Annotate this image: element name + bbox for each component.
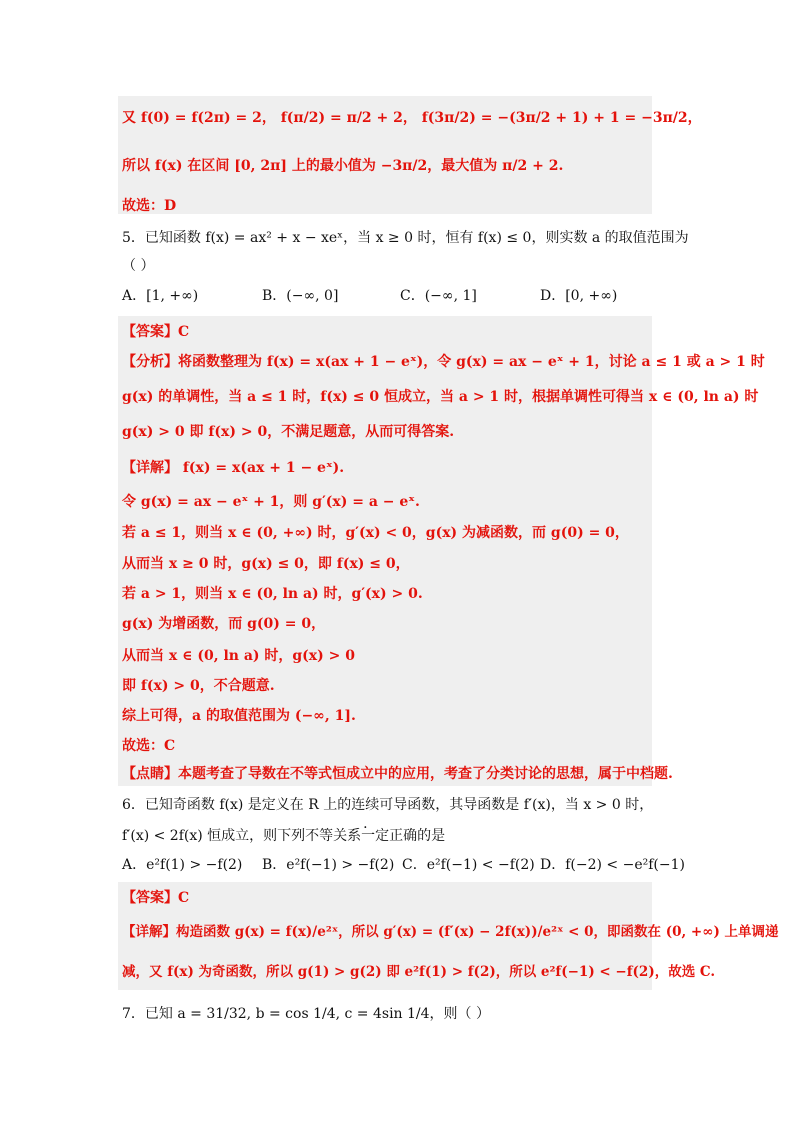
q5-option-a: A．[1, +∞) [122, 288, 199, 304]
q6-stem-2 [122, 826, 445, 846]
q7-stem: 7．已知 a = 31/32, b = cos 1/4, c = 4sin 1/4，则（ ） [122, 1006, 490, 1022]
q5-option-b: B．(−∞, 0] [262, 288, 339, 304]
q6-detail-1: 【详解】构造函数 g(x) = f(x)/e²ˣ，所以 g′(x) = (f′(x) − 2f(x))/e²ˣ < 0，即函数在 (0, +∞) 上单调递 [122, 924, 779, 940]
q6-option-c: C．e²f(−1) < −f(2) [402, 857, 535, 873]
q6-stem-2c: 正确的是 [389, 828, 446, 844]
q5-detail-7: 从而当 x ∈ (0, ln a) 时，g(x) > 0 [122, 648, 355, 664]
q5-analysis-2: g(x) 的单调性，当 a ≤ 1 时，f(x) ≤ 0 恒成立，当 a > 1 时，根据单调性可得当 x ∈ (0, ln a) 时 [122, 389, 759, 405]
q5-detail-3: 若 a ≤ 1，则当 x ∈ (0, +∞) 时，g′(x) < 0，g(x) 为减函数，而 g(0) = 0， [122, 525, 629, 541]
q5-answer: 【答案】C [122, 324, 190, 340]
q5-stem: 5．已知函数 f(x) = ax² + x − xeˣ，当 x ≥ 0 时，恒有 f(x) ≤ 0，则实数 a 的取值范围为 [122, 230, 689, 246]
q4-answer: 故选：D [122, 198, 177, 214]
q5-option-d: D．[0, +∞) [540, 288, 618, 304]
q6-stem-1: 6．已知奇函数 f(x) 是定义在 R 上的连续可导函数，其导函数是 f′(x)，当 x > 0 时， [122, 797, 654, 813]
q5-detail-8: 即 f(x) > 0，不合题意. [122, 678, 275, 694]
q6-detail-2: 减，又 f(x) 为奇函数，所以 g(1) > g(2) 即 e²f(1) > f(2)，所以 e²f(−1) < −f(2)，故选 C. [122, 964, 716, 980]
q5-paren: （ ） [122, 258, 155, 274]
q4-solution-line-1: 又 f(0) = f(2π) = 2， f(π/2) = π/2 + 2， f(3π/2) = −(3π/2 + 1) + 1 = −3π/2， [122, 110, 702, 126]
q5-detail-5: 若 a > 1，则当 x ∈ (0, ln a) 时，g′(x) > 0. [122, 586, 423, 602]
q5-comment: 【点睛】本题考查了导数在不等式恒成立中的应用，考查了分类讨论的思想，属于中档题. [122, 766, 673, 782]
q5-detail-4: 从而当 x ≥ 0 时，g(x) ≤ 0，即 f(x) ≤ 0， [122, 556, 410, 572]
q5-analysis-3: g(x) > 0 即 f(x) > 0，不满足题意，从而可得答案. [122, 424, 455, 440]
q6-stem-emphasis: 一定 [361, 828, 390, 844]
q4-solution-line-2: 所以 f(x) 在区间 [0, 2π] 上的最小值为 −3π/2，最大值为 π/2 + 2. [122, 158, 564, 174]
q6-option-b: B．e²f(−1) > −f(2) [262, 857, 395, 873]
q6-stem-2a: f′(x) < 2f(x) 恒成立，则下列不等关系 [122, 828, 362, 844]
q5-detail-1: 【详解】 f(x) = x(ax + 1 − eˣ). [122, 460, 345, 476]
q5-detail-2: 令 g(x) = ax − eˣ + 1，则 g′(x) = a − eˣ. [122, 494, 420, 510]
q6-answer: 【答案】C [122, 890, 190, 906]
q5-option-c: C．(−∞, 1] [400, 288, 477, 304]
q5-analysis-1: 【分析】将函数整理为 f(x) = x(ax + 1 − eˣ)，令 g(x) = ax − eˣ + 1，讨论 a ≤ 1 或 a > 1 时 [122, 354, 765, 370]
q5-choice: 故选：C [122, 738, 176, 754]
q6-option-a: A．e²f(1) > −f(2) [122, 857, 243, 873]
q6-option-d: D．f(−2) < −e²f(−1) [540, 857, 685, 873]
q5-detail-9: 综上可得，a 的取值范围为 (−∞, 1]. [122, 708, 356, 724]
q5-detail-6: g(x) 为增函数，而 g(0) = 0， [122, 616, 326, 632]
